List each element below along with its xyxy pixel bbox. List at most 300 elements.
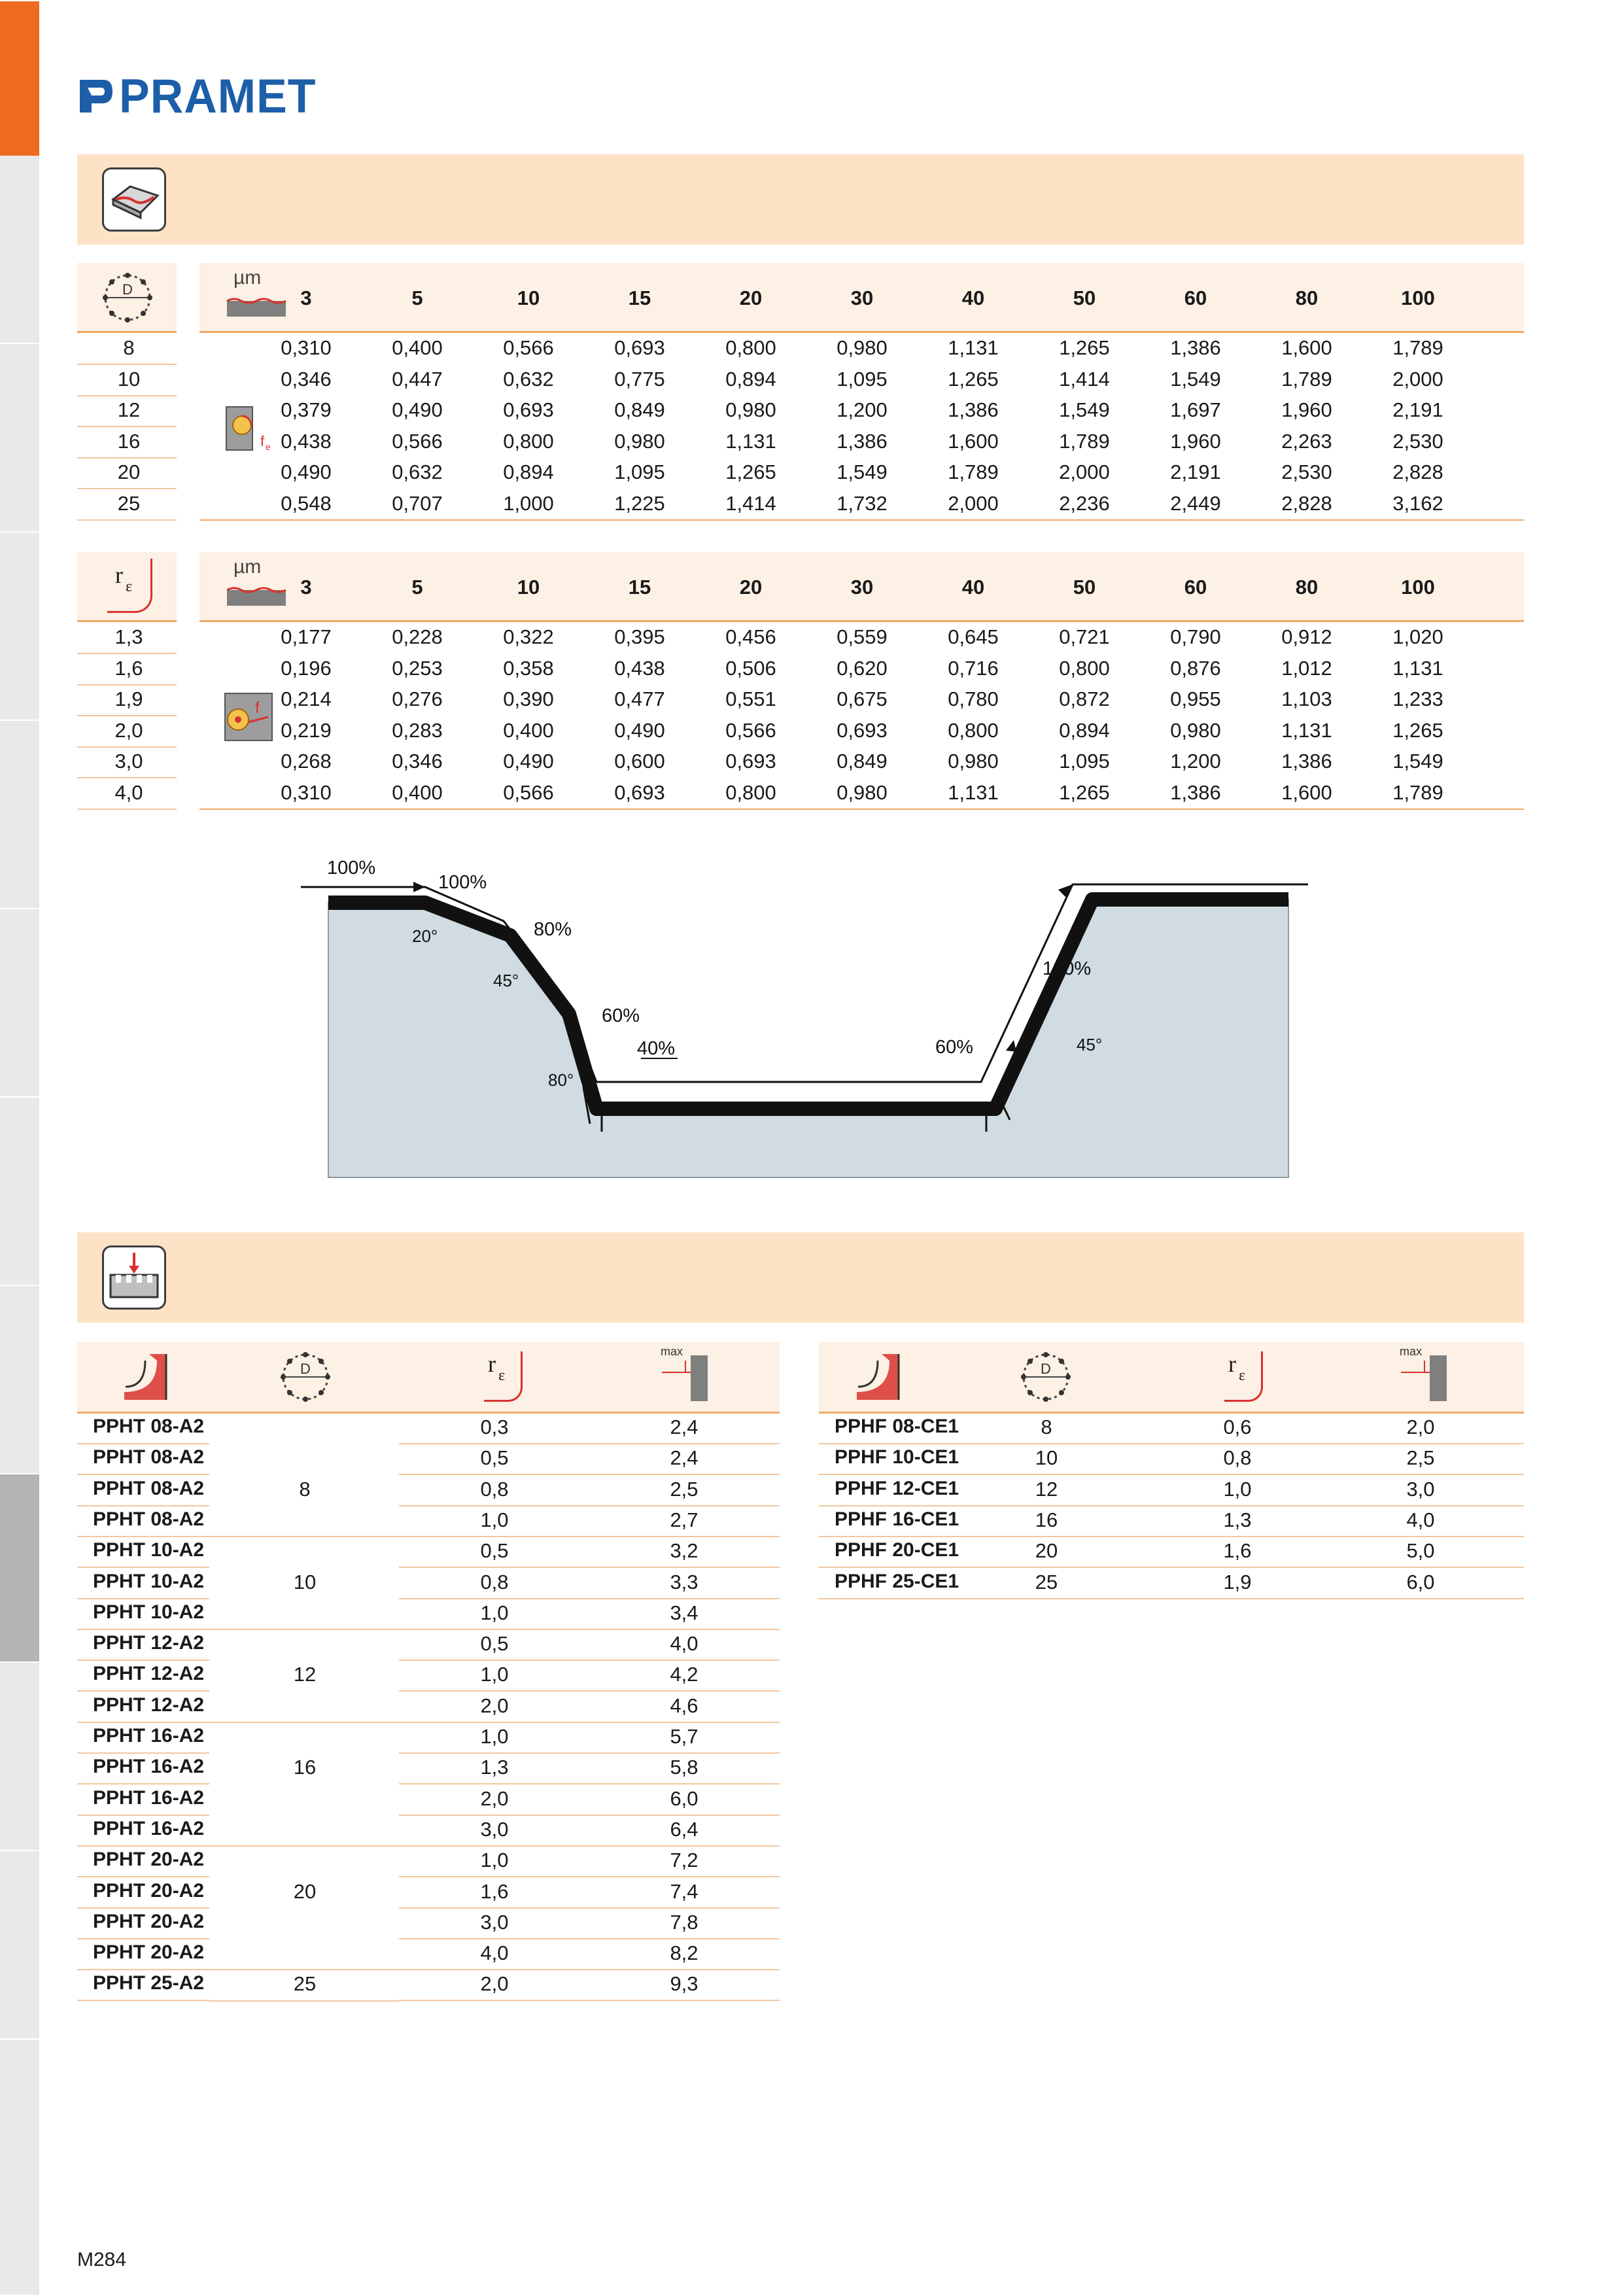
group-rule (209, 1845, 399, 1847)
column-header: 50 (1073, 576, 1096, 599)
table-cell: 1,233 (1392, 687, 1443, 710)
product-code: PPHT 16-A2 (93, 1817, 205, 1839)
row-rule (399, 1474, 780, 1475)
sidebar-tab (0, 1850, 39, 2040)
table-cell: 1,131 (948, 336, 999, 359)
column-header: 3 (300, 576, 312, 599)
diameter-D-icon (276, 1348, 335, 1406)
radius-value: 1,0 (480, 1508, 509, 1531)
section-header-band (77, 1232, 1524, 1323)
table-cell: 0,390 (503, 687, 554, 710)
table-rule (77, 1412, 780, 1414)
row-rule (399, 1815, 780, 1816)
table-cell: 1,414 (1059, 367, 1110, 391)
row-rule (399, 1598, 780, 1599)
column-header: 60 (1184, 576, 1207, 599)
max-depth-value: 2,5 (670, 1477, 699, 1501)
table-cell: 0,849 (837, 750, 888, 773)
table-cell: 0,894 (503, 461, 554, 483)
row-rule (77, 395, 177, 396)
row-key: 1,3 (114, 625, 143, 648)
diameter-value: 10 (1035, 1446, 1058, 1470)
table-cell: 2,828 (1281, 491, 1332, 515)
row-key: 4,0 (114, 780, 143, 804)
row-rule (819, 1536, 1524, 1537)
row-rule (199, 809, 1524, 810)
max-depth-value: 3,0 (1406, 1477, 1435, 1501)
radius-value: 3,0 (480, 1817, 509, 1841)
max-depth-value: 4,0 (670, 1632, 699, 1656)
row-key: 1,6 (114, 656, 143, 680)
table-cell: 0,506 (725, 656, 776, 680)
column-header: 20 (739, 576, 763, 599)
table-cell: 1,265 (948, 367, 999, 391)
column-header: 80 (1295, 576, 1319, 599)
table-cell: 1,386 (1170, 780, 1221, 804)
table-cell: 0,780 (948, 687, 999, 710)
column-header: 30 (850, 576, 874, 599)
path-arrow (413, 882, 425, 892)
row-rule (399, 1660, 780, 1661)
row-rule (399, 1938, 780, 1939)
table-cell: 0,849 (614, 398, 665, 421)
table-rule (199, 620, 1524, 622)
row-rule (199, 519, 1524, 521)
workpiece-section (328, 899, 1288, 1177)
radius-value: 1,9 (1223, 1570, 1252, 1593)
product-code: PPHT 12-A2 (93, 1694, 205, 1716)
table-cell: 1,549 (1059, 398, 1110, 421)
max-depth-value: 5,7 (670, 1725, 699, 1748)
table-cell: 1,789 (1281, 367, 1332, 391)
table-cell: 0,566 (725, 718, 776, 742)
table-cell: 0,955 (1170, 687, 1221, 710)
row-rule (199, 457, 1524, 459)
section-header-band (77, 154, 1524, 245)
table-cell: 0,310 (281, 780, 332, 804)
row-rule (399, 2000, 780, 2001)
table-cell: 0,790 (1170, 625, 1221, 648)
table-cell: 0,490 (392, 398, 443, 421)
max-depth-value: 6,4 (670, 1817, 699, 1841)
product-code: PPHT 16-A2 (93, 1786, 205, 1809)
radius-value: 0,5 (480, 1632, 509, 1656)
product-code: PPHT 10-A2 (93, 1539, 205, 1561)
milling-feed-icon (222, 403, 275, 455)
table-cell: 2,530 (1392, 429, 1443, 453)
row-rule (819, 1567, 1524, 1568)
column-header: 15 (628, 287, 651, 309)
max-depth-value: 8,2 (670, 1941, 699, 1965)
group-rule (209, 1536, 399, 1537)
row-rule (77, 684, 177, 686)
column-header: 60 (1184, 287, 1207, 309)
pramet-logo-icon (77, 77, 115, 115)
radius-value: 0,5 (480, 1446, 509, 1470)
row-rule (77, 1660, 209, 1661)
diameter-value: 20 (293, 1879, 317, 1903)
diameter-value: 12 (293, 1663, 317, 1686)
column-header: 10 (517, 287, 540, 309)
table-cell: 0,322 (503, 625, 554, 648)
table-cell: 1,095 (1059, 750, 1110, 773)
product-code: PPHT 08-A2 (93, 1508, 205, 1530)
row-rule (77, 1505, 209, 1506)
row-rule (199, 684, 1524, 686)
corner-radius-subscript: ε (498, 1367, 506, 1384)
diameter-D-icon (1016, 1348, 1075, 1406)
table-cell: 0,551 (725, 687, 776, 710)
row-rule (77, 1876, 209, 1877)
row-rule (819, 1598, 1524, 1599)
corner-radius-symbol: r (488, 1351, 496, 1377)
max-depth-value: 2,4 (670, 1416, 699, 1438)
max-depth-value: 2,7 (670, 1508, 699, 1531)
sidebar-tab (0, 343, 39, 532)
table-cell: 2,000 (948, 491, 999, 515)
row-rule (77, 1474, 209, 1475)
row-rule (77, 1443, 209, 1444)
radius-value: 1,3 (1223, 1508, 1252, 1531)
sidebar-tab (0, 1661, 39, 1851)
label-up2: 100% (1043, 958, 1092, 979)
surface-roughness-icon (102, 167, 166, 232)
table-cell: 0,980 (837, 780, 888, 804)
row-key: 1,9 (114, 687, 143, 710)
table-cell: 1,131 (725, 429, 776, 453)
table-cell: 1,265 (1059, 336, 1110, 359)
table-cell: 1,131 (1281, 718, 1332, 742)
row-key: 3,0 (114, 750, 143, 773)
max-depth-value: 5,0 (1406, 1539, 1435, 1563)
row-rule (399, 1629, 780, 1630)
row-rule (399, 1969, 780, 1970)
table-cell: 1,732 (837, 491, 888, 515)
row-rule (199, 426, 1524, 427)
table-cell: 0,283 (392, 718, 443, 742)
svg-text:D: D (300, 1361, 311, 1377)
table-cell: 0,490 (614, 718, 665, 742)
row-rule (77, 1845, 209, 1847)
table-cell: 0,632 (392, 461, 443, 483)
table-cell: 1,600 (1281, 336, 1332, 359)
product-code: PPHT 12-A2 (93, 1632, 205, 1654)
max-depth-value: 3,3 (670, 1570, 699, 1593)
table-cell: 1,414 (725, 491, 776, 515)
radius-value: 0,8 (1223, 1446, 1252, 1470)
table-cell: 2,000 (1059, 461, 1110, 483)
max-depth-value: 3,2 (670, 1539, 699, 1563)
row-rule (399, 1907, 780, 1909)
sidebar-tab-current (0, 1473, 39, 1663)
table-cell: 2,530 (1281, 461, 1332, 483)
row-rule (199, 395, 1524, 396)
row-rule (399, 1567, 780, 1568)
table-cell: 2,449 (1170, 491, 1221, 515)
table-cell: 0,693 (837, 718, 888, 742)
product-code: PPHT 16-A2 (93, 1725, 205, 1747)
diameter-value: 25 (1035, 1570, 1058, 1593)
max-depth-value: 4,2 (670, 1663, 699, 1686)
max-label: max (1400, 1345, 1423, 1358)
sidebar-tab-active (0, 0, 39, 156)
row-rule (77, 1752, 209, 1754)
table-cell: 0,800 (725, 780, 776, 804)
table-cell: 0,721 (1059, 625, 1110, 648)
table-cell: 1,789 (1392, 336, 1443, 359)
page-sidebar (0, 0, 39, 2295)
table3-header (77, 1342, 780, 1412)
label-entry: 100% (327, 858, 376, 878)
row-key: 16 (117, 429, 141, 453)
table-cell: 2,236 (1059, 491, 1110, 515)
table-cell: 1,265 (1392, 718, 1443, 742)
row-key: 12 (117, 398, 141, 421)
svg-text:f: f (260, 433, 265, 449)
product-code: PPHF 20-CE1 (835, 1539, 959, 1561)
sidebar-tab (0, 531, 39, 721)
radius-value: 3,0 (480, 1910, 509, 1934)
max-depth-value: 7,8 (670, 1910, 699, 1934)
product-code: PPHF 08-CE1 (835, 1416, 959, 1437)
table-cell: 1,000 (503, 491, 554, 515)
table-cell: 0,800 (1059, 656, 1110, 680)
product-code: PPHT 25-A2 (93, 1972, 205, 1994)
table1-key-header (77, 263, 177, 331)
column-header: 30 (850, 287, 874, 309)
product-code: PPHT 20-A2 (93, 1849, 205, 1871)
table-rule (77, 620, 177, 622)
table-cell: 1,225 (614, 491, 665, 515)
table-cell: 1,697 (1170, 398, 1221, 421)
table-cell: 1,960 (1170, 429, 1221, 453)
sidebar-tab (0, 908, 39, 1098)
column-header: 100 (1401, 287, 1435, 309)
row-rule (77, 653, 177, 654)
table-cell: 1,549 (1170, 367, 1221, 391)
table-cell: 0,177 (281, 625, 332, 648)
table-cell: 1,012 (1281, 656, 1332, 680)
group-rule (209, 1969, 399, 1970)
product-code: PPHF 12-CE1 (835, 1477, 959, 1499)
row-rule (399, 1752, 780, 1754)
unit-label: µm (233, 267, 262, 288)
table-cell: 0,400 (503, 718, 554, 742)
table-cell: 2,191 (1392, 398, 1443, 421)
radius-value: 1,0 (1223, 1477, 1252, 1501)
table-cell: 0,456 (725, 625, 776, 648)
table-cell: 0,196 (281, 656, 332, 680)
table-rule (199, 331, 1524, 333)
row-rule (399, 1536, 780, 1537)
radius-value: 0,8 (480, 1477, 509, 1501)
page-number: M284 (77, 2249, 127, 2270)
row-rule (399, 1443, 780, 1444)
radius-value: 1,6 (480, 1879, 509, 1903)
group-rule (209, 2000, 399, 2002)
row-rule (77, 1907, 209, 1909)
table-cell: 0,800 (948, 718, 999, 742)
table-cell: 1,265 (1059, 780, 1110, 804)
column-header: 100 (1401, 576, 1435, 599)
row-rule (77, 809, 177, 810)
table-cell: 2,191 (1170, 461, 1221, 483)
row-rule (77, 1629, 209, 1630)
column-header: 10 (517, 576, 540, 599)
table-cell: 0,346 (281, 367, 332, 391)
row-rule (199, 746, 1524, 748)
sidebar-tab (0, 2038, 39, 2296)
product-code: PPHT 08-A2 (93, 1446, 205, 1469)
row-rule (77, 519, 177, 521)
corner-radius-subscript: ε (1239, 1367, 1246, 1384)
label-angle1: 20° (412, 926, 438, 946)
diameter-value: 16 (1035, 1508, 1058, 1531)
row-rule (77, 777, 177, 778)
svg-text:e: e (266, 442, 271, 452)
max-depth-value: 2,5 (1406, 1446, 1435, 1470)
label-angle3: 80° (548, 1070, 574, 1090)
row-rule (77, 1938, 209, 1939)
row-rule (77, 1536, 209, 1537)
row-rule (399, 1876, 780, 1877)
product-code: PPHT 08-A2 (93, 1477, 205, 1499)
table-cell: 0,693 (614, 780, 665, 804)
row-rule (199, 777, 1524, 778)
table-cell: 0,548 (281, 491, 332, 515)
turning-feed-icon (222, 691, 275, 743)
table2-key-header (77, 552, 177, 620)
table-cell: 1,600 (948, 429, 999, 453)
row-rule (399, 1845, 780, 1847)
table-cell: 1,549 (1392, 750, 1443, 773)
row-rule (399, 1505, 780, 1506)
table-cell: 0,912 (1281, 625, 1332, 648)
radius-value: 1,3 (480, 1756, 509, 1779)
max-depth-value: 6,0 (670, 1786, 699, 1810)
product-code: PPHT 20-A2 (93, 1879, 205, 1902)
svg-text:f: f (255, 699, 260, 717)
cutting-path-diagram (294, 844, 1328, 1184)
row-key: 10 (117, 367, 141, 391)
row-rule (77, 1598, 209, 1599)
max-depth-value: 4,0 (1406, 1508, 1435, 1531)
max-depth-value: 5,8 (670, 1756, 699, 1779)
max-depth-value: 2,4 (670, 1446, 699, 1470)
table-cell: 0,775 (614, 367, 665, 391)
diameter-value: 10 (293, 1570, 317, 1593)
insert-profile-icon (852, 1348, 910, 1406)
pramet-logo (77, 69, 317, 123)
table-cell: 2,828 (1392, 461, 1443, 483)
radius-value: 0,8 (480, 1570, 509, 1593)
row-rule (199, 715, 1524, 716)
depth-plunge-icon (102, 1245, 166, 1310)
table2-header (77, 552, 1524, 620)
row-rule (77, 488, 177, 489)
row-rule (77, 457, 177, 459)
row-rule (399, 1690, 780, 1692)
table-cell: 1,095 (837, 367, 888, 391)
table-cell: 0,219 (281, 718, 332, 742)
radius-value: 2,0 (480, 1972, 509, 1996)
table-cell: 0,566 (392, 429, 443, 453)
group-rule (209, 1722, 399, 1723)
row-key: 20 (117, 461, 141, 483)
table-cell: 0,980 (837, 336, 888, 359)
row-rule (199, 653, 1524, 654)
row-rule (399, 1722, 780, 1723)
table-cell: 0,268 (281, 750, 332, 773)
label-down1: 100% (438, 872, 487, 893)
max-depth-value: 7,4 (670, 1879, 699, 1903)
table-cell: 0,894 (1059, 718, 1110, 742)
table-cell: 0,645 (948, 625, 999, 648)
diameter-value: 25 (293, 1972, 317, 1996)
table-cell: 1,600 (1281, 780, 1332, 804)
table-cell: 0,438 (281, 429, 332, 453)
radius-value: 1,0 (480, 1725, 509, 1748)
diameter-D-icon (98, 268, 157, 327)
table-rule (819, 1412, 1524, 1414)
sidebar-tab (0, 1285, 39, 1474)
table-cell: 0,310 (281, 336, 332, 359)
column-header: 80 (1295, 287, 1319, 309)
max-depth-value: 6,0 (1406, 1570, 1435, 1593)
table-cell: 1,386 (1170, 336, 1221, 359)
table-cell: 0,872 (1059, 687, 1110, 710)
table-cell: 0,379 (281, 398, 332, 421)
table-cell: 0,980 (1170, 718, 1221, 742)
table-cell: 1,386 (948, 398, 999, 421)
diameter-value: 16 (293, 1756, 317, 1779)
radius-value: 0,3 (480, 1416, 509, 1438)
row-key: 8 (123, 336, 135, 359)
brand-name: PRAMET (119, 69, 317, 123)
table-cell: 0,693 (614, 336, 665, 359)
diameter-value: 8 (1041, 1416, 1052, 1438)
table-cell: 1,960 (1281, 398, 1332, 421)
table-cell: 0,358 (503, 656, 554, 680)
row-rule (819, 1474, 1524, 1475)
radius-value: 1,0 (480, 1601, 509, 1624)
product-code: PPHT 08-A2 (93, 1416, 205, 1437)
table-cell: 0,490 (281, 461, 332, 483)
row-rule (77, 1815, 209, 1816)
label-angle4: 45° (1077, 1035, 1103, 1054)
row-rule (77, 715, 177, 716)
label-bottom: 40% (637, 1038, 676, 1059)
max-depth-value: 2,0 (1406, 1416, 1435, 1438)
column-header: 15 (628, 576, 651, 599)
table-cell: 1,789 (1059, 429, 1110, 453)
table-cell: 0,228 (392, 625, 443, 648)
table-cell: 1,789 (1392, 780, 1443, 804)
row-rule (77, 1567, 209, 1568)
path-arrow (1006, 1040, 1016, 1052)
svg-text:D: D (1041, 1361, 1051, 1377)
sidebar-tab (0, 720, 39, 909)
column-header: 40 (961, 287, 985, 309)
max-depth-value: 7,2 (670, 1849, 699, 1872)
table-cell: 0,693 (725, 750, 776, 773)
corner-radius-symbol: r (115, 562, 123, 588)
column-header: 3 (300, 287, 312, 309)
radius-value: 1,0 (480, 1849, 509, 1872)
table4-header (819, 1342, 1524, 1412)
row-rule (77, 1690, 209, 1692)
table-cell: 1,103 (1281, 687, 1332, 710)
